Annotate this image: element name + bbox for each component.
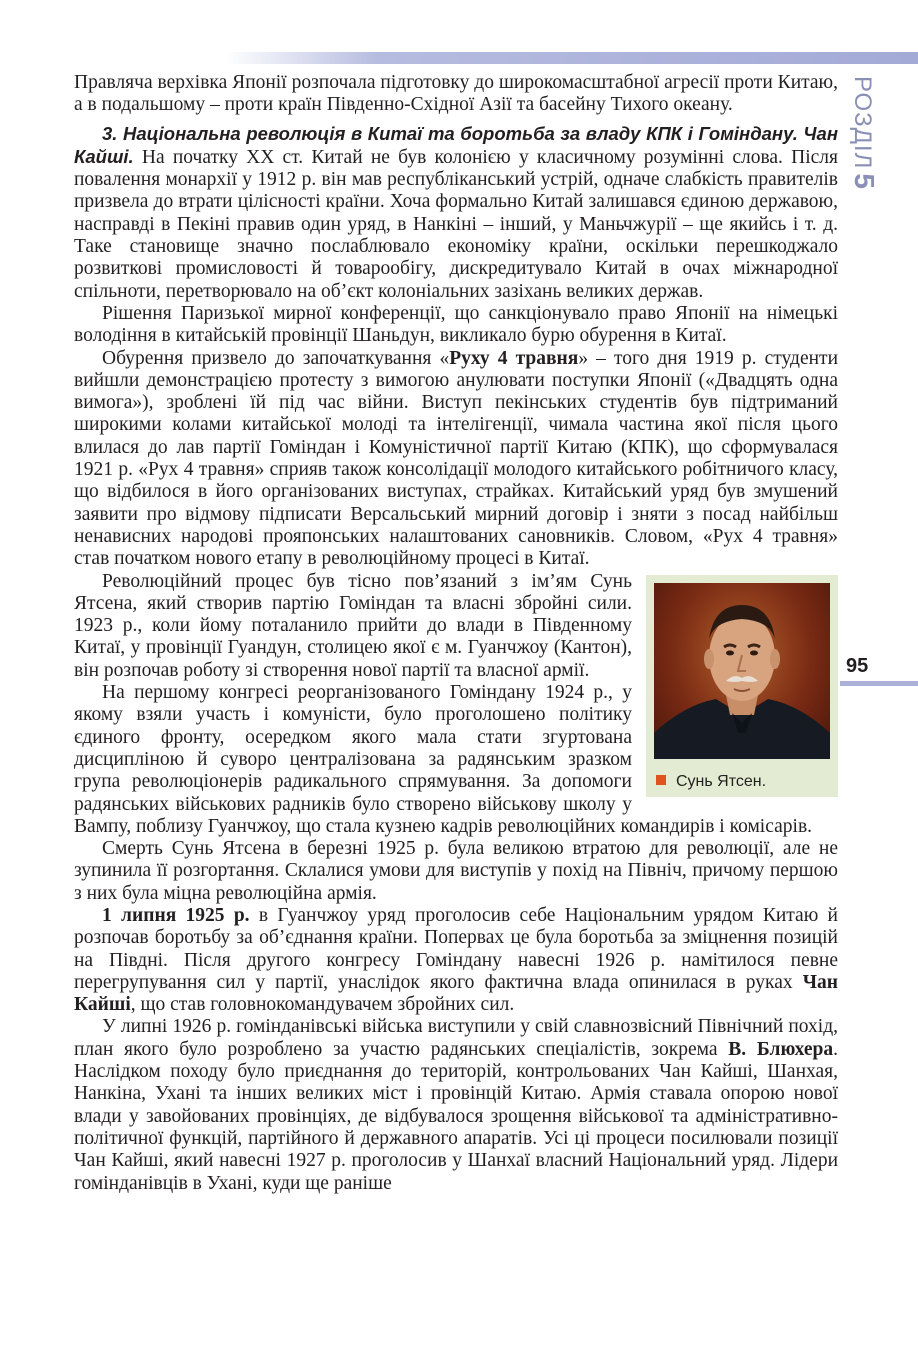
top-decorative-bar	[225, 52, 918, 64]
text-run: в Гуанчжоу уряд проголосив себе Національним урядом Китаю й розпочав боротьбу за об’єднання країни. Попервах це була боротьба за зміцнення позицій на Півдні. Після другого конгресу Гоміндану навесні 1926 р. намітилося певне перегрупування сил у партії, унаслідок якого фактична влада опинилася в руках	[74, 904, 838, 993]
figure-caption-text: Сунь Ятсен.	[676, 772, 767, 790]
main-text	[74, 72, 838, 1195]
paragraph-sun-yatsen: Революційний процес був тісно пов’язаний з ім’ям Сунь Ятсена, який створив партію Гоміндан та власні збройні сили. 1923 р., коли йому поталанило прийти до влади в Південному Китаї, у провінції Гуандун, столицею якої є м. Гуанчжоу (Кантон), він розпочав роботу зі створення нової партії та власної армії.	[74, 570, 632, 681]
caption-marker-icon	[656, 775, 666, 785]
portrait-figure	[646, 575, 838, 797]
paragraph-death-of-sun: Смерть Сунь Ятсена в березні 1925 р. була великою втратою для революції, але не зупинила її розгортання. Склалися умови для виступів у похід на Північ, причому першою з них була міцна революційна армія.	[74, 838, 838, 904]
term-blucher: В. Блюхера	[728, 1038, 834, 1060]
paragraph-intro: Правляча верхівка Японії розпочала підготовку до широкомасштабної агресії проти Китаю, а в подальшому – проти країн Південно-Східної Азії та басейну Тихого океану.	[74, 72, 838, 116]
text-run: » – того дня 1919 р. студенти вийшли демонстрацією протесту з вимогою анулювати поступки Японії («Двадцять одна вимога»), зроблені їй під час війни. Виступ пекінських студентів був підтриманий широкими колами китайської молоді та інтелігенції, чимала частина якої після цього влилася до лав партії Гоміндан і Комуністичної партії Китаю (КПК), що сформувалася 1921 р. «Рух 4 травня» сприяв також консолідації молодого китайського робітничого класу, що відбилося в його організованих виступах, страйках. Китайський уряд був змушений заявити про відмову підписати Версальський мирний договір і зняти з посад найбільш ненависних народові прояпонських налаштованих сановників. Словом, «Рух 4 травня» став початком нового етапу в революційному процесі в Китаї.	[74, 347, 838, 570]
date-1-july-1925: 1 липня 1925 р.	[102, 904, 250, 926]
term-chiang-kai-shek: Чан Кайші	[74, 971, 838, 1016]
text-run: , що став головнокомандувачем збройних сил.	[130, 994, 515, 1016]
text-run: Обурення призвело до започаткування «	[102, 347, 450, 369]
text-run: У липні 1926 р. гомінданівські війська виступили у свій славнозвісний Північний похід, план якого було розроблено за участю радянських спеціалістів, зокрема	[74, 1016, 838, 1060]
section-label-word: РОЗДІЛ	[849, 76, 876, 170]
page-number: 95	[846, 655, 869, 677]
section-heading: 3. Національна революція в Китаї та боротьба за владу КПК і Гоміндану. Чан Кайші.	[74, 122, 838, 167]
paragraph-section-3	[74, 123, 838, 303]
figure-caption	[656, 771, 766, 793]
term-may-4: Руху 4 травня	[449, 347, 579, 369]
paragraph-section-3-text: На початку XX ст. Китай не був колонією у класичному розумінні слова. Після повалення монархії у 1912 р. він мав республіканський устрій, одначе слабкість правителів призвела до втрати цілісності країни. Хоча формально Китай залишався єдиною державою, насправді в Пекіні правив один уряд, в Нанкіні – інший, у Маньчжурії – ще якийсь і т. д. Таке становище значно послаблювало економіку країни, оскільки перешкоджало розвиткові промисловості й товарообігу, дискредитувало Китай в очах міжнародної спільноти, перетворювало на об’єкт колоніальних зазіхань великих держав.	[74, 146, 838, 302]
text-run: . Наслідком походу було приєднання до територій, контрольованих Чан Кайші, Шанхая, Нанкіна, Ухані та інших великих міст і провінцій Китаю. Армія ставала опорою нової влади у завойованих провінціях, де відбувалося зрощення військової та адміністративно-політичної функцій, партійного й державного апаратів. Усі ці процеси посилювали позиції Чан Кайші, який навесні 1927 р. проголосив у Шанхаї власний Національний уряд. Лідери гомінданівців в Ухані, куди ще раніше	[74, 1038, 838, 1194]
section-side-label	[840, 76, 900, 190]
paragraph-may-4-movement	[74, 348, 838, 571]
page-number-rule	[840, 681, 918, 686]
paragraph-national-government	[74, 905, 838, 1016]
paragraph-paris-conference: Рішення Паризької мирної конференції, що санкціонувало право Японії на німецькі володіння в китайській провінції Шаньдун, викликало бурю обурення в Китаї.	[74, 302, 838, 347]
paragraph-northern-expedition	[74, 1016, 838, 1194]
sun-yatsen-photo	[654, 583, 830, 759]
section-label-number: 5	[849, 173, 880, 190]
paragraph-first-congress: На першому конгресі реорганізованого Гоміндану 1924 р., у якому взяли участь і комуністи, було проголошено політику єдиного фронту, осередком якого мала стати згуртована дисципліною й суворо централізована за радянським зразком група революціонерів радикального спрямування. За допомоги радянських військових радників було створено військову школу у Вампу, поблизу Гуанчжоу, що стала кузнею кадрів революційних командирів і комісарів.	[74, 682, 813, 837]
section-label-text	[848, 76, 880, 190]
